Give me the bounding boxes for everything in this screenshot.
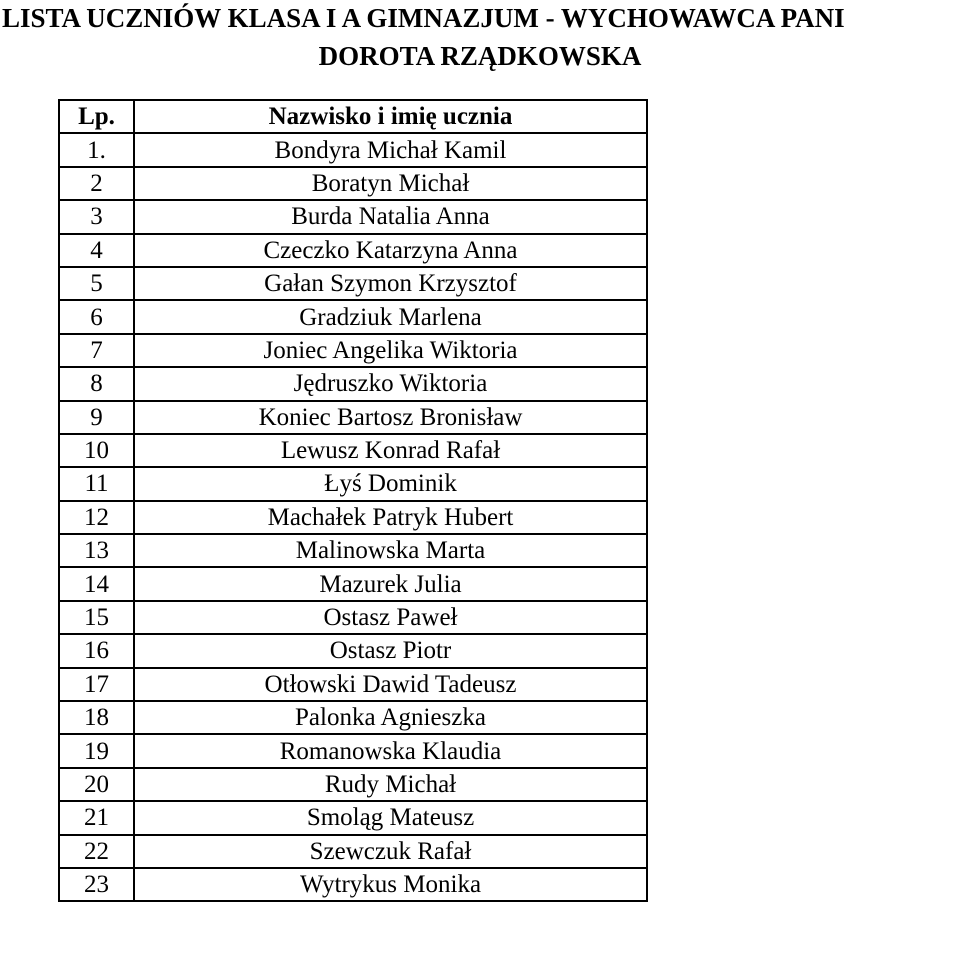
table-row — [59, 300, 647, 333]
table-row — [59, 768, 647, 801]
student-number: 15 — [59, 601, 134, 634]
student-number: 12 — [59, 501, 134, 534]
student-number: 9 — [59, 401, 134, 434]
document-title — [0, 0, 960, 75]
student-number: 13 — [59, 534, 134, 567]
student-number: 7 — [59, 334, 134, 367]
student-name: Machałek Patryk Hubert — [134, 501, 647, 534]
table-row — [59, 133, 647, 166]
student-number: 4 — [59, 234, 134, 267]
table-row — [59, 367, 647, 400]
student-number: 23 — [59, 868, 134, 901]
student-name: Lewusz Konrad Rafał — [134, 434, 647, 467]
student-number: 3 — [59, 200, 134, 233]
column-header-number: Lp. — [59, 100, 134, 133]
student-name: Palonka Agnieszka — [134, 701, 647, 734]
student-number: 19 — [59, 734, 134, 767]
table-row — [59, 167, 647, 200]
student-number: 1. — [59, 133, 134, 166]
student-number: 6 — [59, 300, 134, 333]
table-row — [59, 434, 647, 467]
student-name: Boratyn Michał — [134, 167, 647, 200]
student-name: Łyś Dominik — [134, 467, 647, 500]
student-name: Mazurek Julia — [134, 567, 647, 600]
table-row — [59, 334, 647, 367]
title-line-2: DOROTA RZĄDKOWSKA — [318, 41, 642, 71]
title-line-1: LISTA UCZNIÓW KLASA I A GIMNAZJUM - WYCHOWAWCA PANI — [2, 3, 845, 33]
student-name: Rudy Michał — [134, 768, 647, 801]
student-number: 2 — [59, 167, 134, 200]
student-number: 5 — [59, 267, 134, 300]
table-row — [59, 467, 647, 500]
student-name: Wytrykus Monika — [134, 868, 647, 901]
table-row — [59, 734, 647, 767]
table-row — [59, 634, 647, 667]
student-number: 11 — [59, 467, 134, 500]
table-row — [59, 601, 647, 634]
student-number: 20 — [59, 768, 134, 801]
table-row — [59, 534, 647, 567]
student-number: 16 — [59, 634, 134, 667]
student-name: Ostasz Paweł — [134, 601, 647, 634]
student-rows — [59, 133, 647, 901]
student-name: Szewczuk Rafał — [134, 835, 647, 868]
student-name: Gradziuk Marlena — [134, 300, 647, 333]
student-name: Czeczko Katarzyna Anna — [134, 234, 647, 267]
table-row — [59, 868, 647, 901]
student-name: Burda Natalia Anna — [134, 200, 647, 233]
student-name: Bondyra Michał Kamil — [134, 133, 647, 166]
student-list-table — [58, 99, 648, 902]
student-name: Ostasz Piotr — [134, 634, 647, 667]
table-row — [59, 801, 647, 834]
student-number: 21 — [59, 801, 134, 834]
column-header-name: Nazwisko i imię ucznia — [134, 100, 647, 133]
student-name: Jędruszko Wiktoria — [134, 367, 647, 400]
table-row — [59, 267, 647, 300]
student-name: Otłowski Dawid Tadeusz — [134, 668, 647, 701]
student-number: 18 — [59, 701, 134, 734]
student-number: 22 — [59, 835, 134, 868]
student-name: Koniec Bartosz Bronisław — [134, 401, 647, 434]
student-name: Smoląg Mateusz — [134, 801, 647, 834]
student-name: Romanowska Klaudia — [134, 734, 647, 767]
student-number: 10 — [59, 434, 134, 467]
student-name: Gałan Szymon Krzysztof — [134, 267, 647, 300]
student-number: 8 — [59, 367, 134, 400]
table-header-row — [59, 100, 647, 133]
table-row — [59, 501, 647, 534]
student-name: Malinowska Marta — [134, 534, 647, 567]
student-number: 17 — [59, 668, 134, 701]
table-row — [59, 234, 647, 267]
table-row — [59, 668, 647, 701]
student-number: 14 — [59, 567, 134, 600]
table-row — [59, 701, 647, 734]
student-name: Joniec Angelika Wiktoria — [134, 334, 647, 367]
table-row — [59, 200, 647, 233]
table-row — [59, 835, 647, 868]
table-row — [59, 401, 647, 434]
table-row — [59, 567, 647, 600]
